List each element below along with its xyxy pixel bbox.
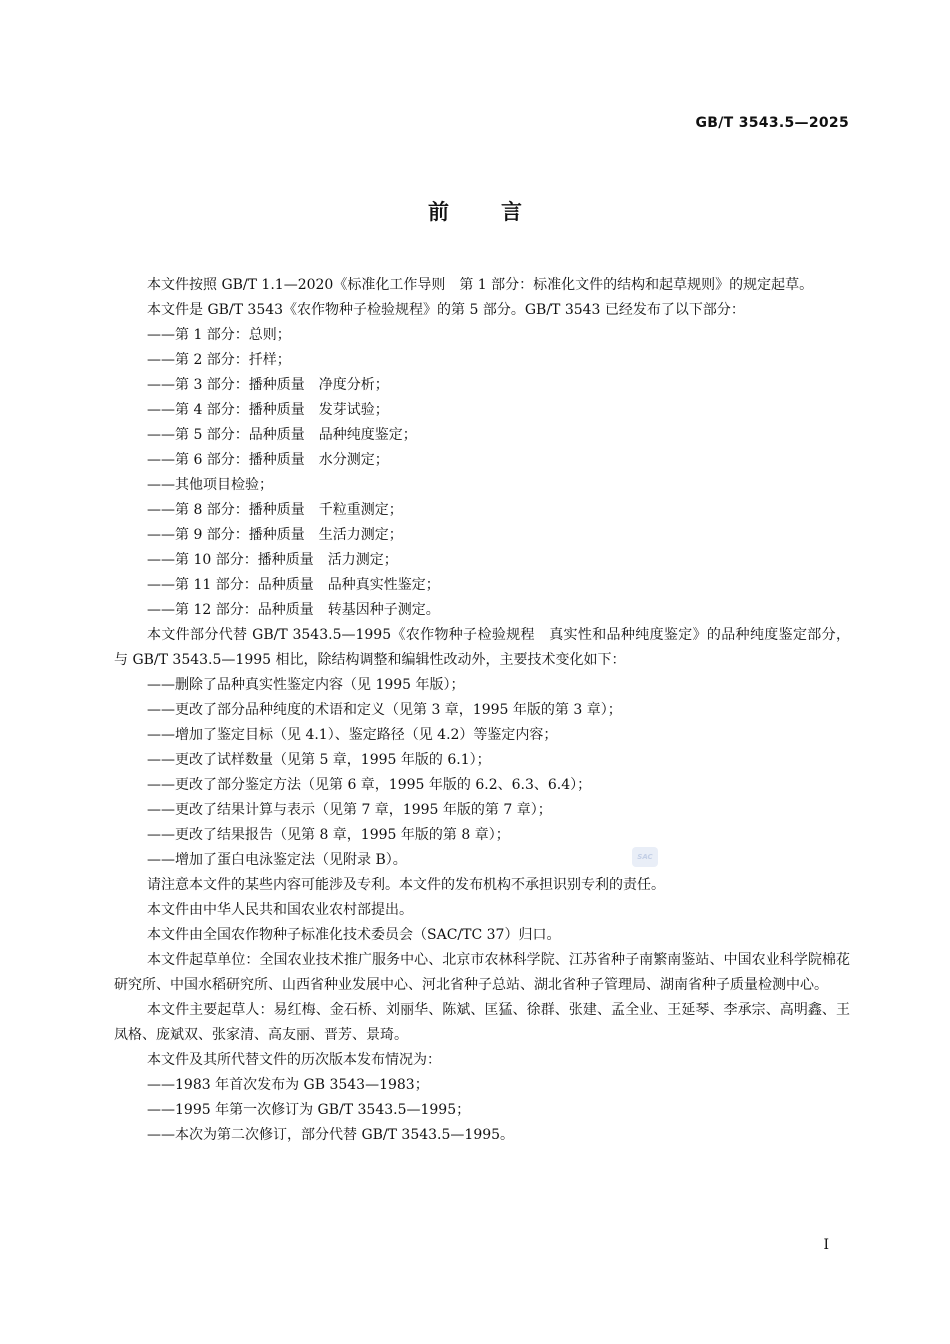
paragraph: 本文件部分代替 GB/T 3543.5—1995《农作物种子检验规程 真实性和品种纯度鉴定》的品种纯度鉴定部分，与 GB/T 3543.5—1995 相比，除结构调整和编辑性改动外，主要技术变化如下：	[114, 627, 850, 668]
list-item: ——第 12 部分：品种质量 转基因种子测定。	[147, 602, 440, 618]
list-item: ——本次为第二次修订，部分代替 GB/T 3543.5—1995。	[147, 1127, 515, 1143]
list-item: ——第 1 部分：总则；	[147, 327, 291, 343]
list-item: ——第 8 部分：播种质量 千粒重测定；	[147, 502, 403, 518]
list-item: ——第 2 部分：扦样；	[147, 352, 291, 368]
list-item: ——1983 年首次发布为 GB 3543—1983；	[147, 1077, 429, 1093]
paragraph: 本文件按照 GB/T 1.1—2020《标准化工作导则 第 1 部分：标准化文件的结构和起草规则》的规定起草。	[147, 277, 814, 293]
list-item: ——第 3 部分：播种质量 净度分析；	[147, 377, 389, 393]
list-item: ——第 6 部分：播种质量 水分测定；	[147, 452, 389, 468]
list-item: ——第 10 部分：播种质量 活力测定；	[147, 552, 398, 568]
list-item: ——第 4 部分：播种质量 发芽试验；	[147, 402, 389, 418]
paragraph: 本文件起草单位：全国农业技术推广服务中心、北京市农林科学院、江苏省种子南繁南鉴站、中国农业科学院棉花研究所、中国水稻研究所、山西省种业发展中心、河北省种子总站、湖北省种子管理局、湖南省种子质量检测中心。	[114, 952, 850, 993]
list-item: ——第 9 部分：播种质量 生活力测定；	[147, 527, 403, 543]
list-item: ——其他项目检验；	[147, 477, 273, 493]
paragraph: 本文件由全国农作物种子标准化技术委员会（SAC/TC 37）归口。	[147, 927, 561, 943]
list-item: ——更改了试样数量（见第 5 章，1995 年版的 6.1）；	[147, 752, 491, 768]
paragraph: 本文件主要起草人：易红梅、金石桥、刘丽华、陈斌、匡猛、徐群、张建、孟全业、王延琴、李承宗、高明鑫、王凤格、庞斌双、张家清、高友丽、晋芳、景琦。	[114, 1002, 850, 1043]
paragraph: 本文件及其所代替文件的历次版本发布情况为：	[147, 1052, 441, 1068]
list-item: ——第 11 部分：品种质量 品种真实性鉴定；	[147, 577, 440, 593]
page-title: 前言	[428, 200, 574, 224]
list-item: ——删除了品种真实性鉴定内容（见 1995 年版）；	[147, 677, 465, 693]
page-number: I	[823, 1237, 829, 1253]
list-item: ——增加了蛋白电泳鉴定法（见附录 B）。	[147, 852, 407, 868]
list-item: ——更改了部分品种纯度的术语和定义（见第 3 章，1995 年版的第 3 章）；	[147, 702, 622, 718]
list-item: ——更改了结果计算与表示（见第 7 章，1995 年版的第 7 章）；	[147, 802, 552, 818]
list-item: ——更改了部分鉴定方法（见第 6 章，1995 年版的 6.2、6.3、6.4）；	[147, 777, 592, 793]
list-item: ——增加了鉴定目标（见 4.1）、鉴定路径（见 4.2）等鉴定内容；	[147, 727, 558, 743]
paragraph: 本文件是 GB/T 3543《农作物种子检验规程》的第 5 部分。GB/T 3543 已经发布了以下部分：	[147, 302, 745, 318]
sac-watermark-logo: SAC	[632, 847, 658, 867]
document-body	[114, 273, 850, 1148]
standard-code: GB/T 3543.5—2025	[695, 115, 849, 131]
paragraph: 请注意本文件的某些内容可能涉及专利。本文件的发布机构不承担识别专利的责任。	[147, 877, 665, 893]
list-item: ——1995 年第一次修订为 GB/T 3543.5—1995；	[147, 1102, 471, 1118]
paragraph: 本文件由中华人民共和国农业农村部提出。	[147, 902, 413, 918]
list-item: ——更改了结果报告（见第 8 章，1995 年版的第 8 章）；	[147, 827, 510, 843]
list-item: ——第 5 部分：品种质量 品种纯度鉴定；	[147, 427, 417, 443]
